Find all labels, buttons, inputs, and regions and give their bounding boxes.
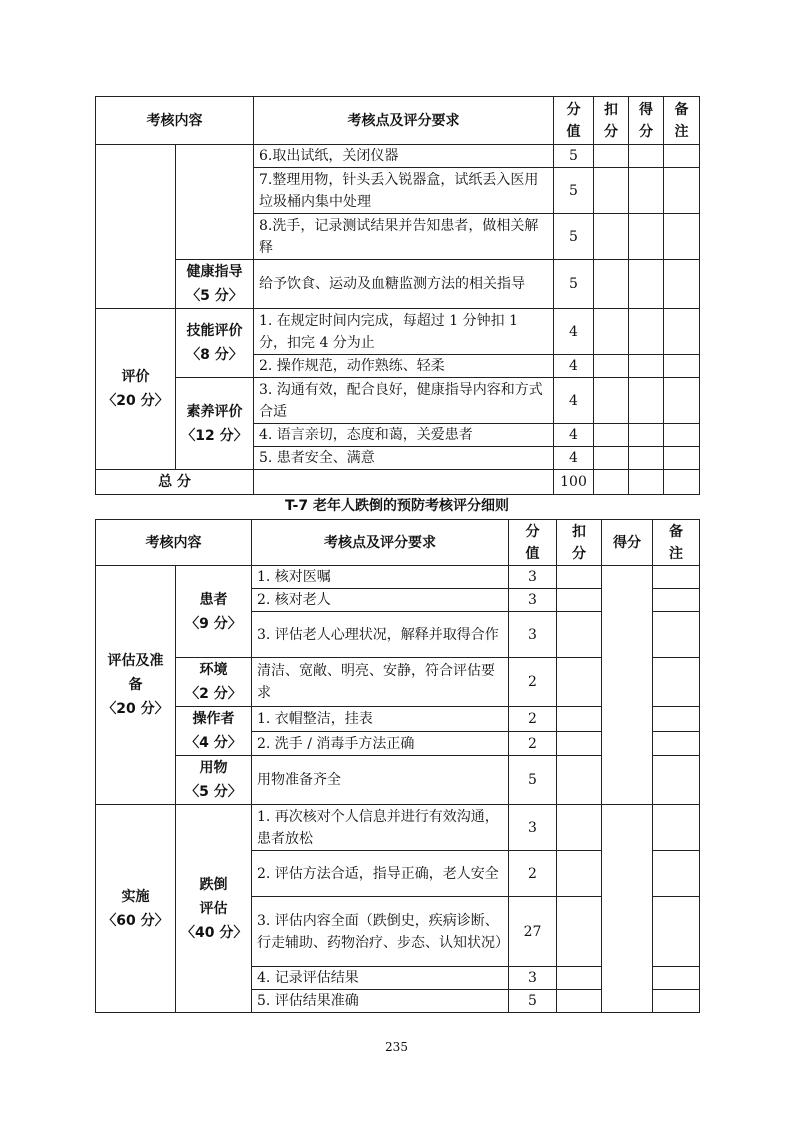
note-cell[interactable] <box>664 355 700 378</box>
note-cell[interactable] <box>653 566 700 589</box>
deduct-cell[interactable] <box>557 805 602 851</box>
header-content: 考核内容 <box>96 97 254 145</box>
criteria-text: 5. 评估结果准确 <box>252 990 509 1013</box>
criteria-text: 清洁、宽敞、明亮、安静，符合评估要求 <box>252 658 509 707</box>
deduct-cell[interactable] <box>557 897 602 967</box>
deduct-cell[interactable] <box>594 424 629 447</box>
score-value: 4 <box>554 424 594 447</box>
note-cell[interactable] <box>664 260 700 309</box>
header-deduct: 扣 分 <box>594 97 629 145</box>
total-label: 总 分 <box>96 470 254 495</box>
criteria-text: 8.洗手，记录测试结果并告知患者，做相关解释 <box>254 214 554 260</box>
header-points: 考核点及评分要求 <box>252 520 509 566</box>
deduct-cell[interactable] <box>557 658 602 707</box>
scoring-table-continued <box>95 96 700 495</box>
deduct-cell[interactable] <box>594 309 629 355</box>
header-got: 得分 <box>602 520 653 566</box>
got-cell[interactable] <box>629 470 664 495</box>
score-value: 4 <box>554 447 594 470</box>
health-guidance-label: 健康指导 〈5 分〉 <box>176 260 254 309</box>
note-cell[interactable] <box>653 851 700 897</box>
score-value: 5 <box>554 214 594 260</box>
score-value: 2 <box>509 658 557 707</box>
got-cell[interactable] <box>629 168 664 214</box>
note-cell[interactable] <box>653 990 700 1013</box>
note-cell[interactable] <box>664 424 700 447</box>
header-points: 考核点及评分要求 <box>254 97 554 145</box>
criteria-text: 1. 在规定时间内完成，每超过 1 分钟扣 1 分，扣完 4 分为止 <box>254 309 554 355</box>
note-cell[interactable] <box>653 732 700 756</box>
header-score: 分 值 <box>554 97 594 145</box>
deduct-cell[interactable] <box>557 851 602 897</box>
criteria-text: 2. 洗手 / 消毒手方法正确 <box>252 732 509 756</box>
deduct-cell[interactable] <box>557 612 602 658</box>
got-cell[interactable] <box>602 805 653 1013</box>
score-value: 3 <box>509 612 557 658</box>
fall-prevention-scoring-table <box>95 519 700 1013</box>
table-header-row <box>96 520 700 566</box>
deduct-cell[interactable] <box>594 145 629 168</box>
table-row <box>96 145 700 168</box>
table-row <box>96 378 700 424</box>
criteria-text: 2. 评估方法合适，指导正确，老人安全 <box>252 851 509 897</box>
note-cell[interactable] <box>653 589 700 612</box>
total-row <box>96 470 700 495</box>
deduct-cell[interactable] <box>557 732 602 756</box>
score-value: 5 <box>554 168 594 214</box>
criteria-text: 7.整理用物，针头丢入锐器盒，试纸丢入医用垃圾桶内集中处理 <box>254 168 554 214</box>
deduct-cell[interactable] <box>557 589 602 612</box>
deduct-cell[interactable] <box>594 378 629 424</box>
note-cell[interactable] <box>664 214 700 260</box>
category-cell-empty <box>96 145 176 309</box>
criteria-text: 1. 衣帽整洁，挂表 <box>252 707 509 732</box>
criteria-text: 3. 评估老人心理状况，解释并取得合作 <box>252 612 509 658</box>
assessment-prep-label: 评估及准 备 〈20 分〉 <box>96 566 176 805</box>
got-cell[interactable] <box>629 424 664 447</box>
table-row <box>96 260 700 309</box>
note-cell[interactable] <box>664 378 700 424</box>
got-cell[interactable] <box>629 355 664 378</box>
got-cell[interactable] <box>629 309 664 355</box>
header-score: 分 值 <box>509 520 557 566</box>
criteria-text: 6.取出试纸，关闭仪器 <box>254 145 554 168</box>
deduct-cell[interactable] <box>557 707 602 732</box>
skill-evaluation-label: 技能评价 〈8 分〉 <box>176 309 254 378</box>
criteria-text: 1. 核对医嘱 <box>252 566 509 589</box>
header-note: 备 注 <box>664 97 700 145</box>
score-value: 4 <box>554 355 594 378</box>
supplies-label: 用物 〈5 分〉 <box>176 756 252 805</box>
total-score-value: 100 <box>554 470 594 495</box>
note-cell[interactable] <box>664 447 700 470</box>
score-value: 3 <box>509 967 557 990</box>
score-value: 5 <box>554 260 594 309</box>
note-cell[interactable] <box>653 897 700 967</box>
score-value: 2 <box>509 851 557 897</box>
deduct-cell[interactable] <box>557 566 602 589</box>
note-cell[interactable] <box>653 707 700 732</box>
got-cell[interactable] <box>602 566 653 805</box>
criteria-text: 用物准备齐全 <box>252 756 509 805</box>
criteria-text: 2. 核对老人 <box>252 589 509 612</box>
note-cell[interactable] <box>653 805 700 851</box>
score-value: 4 <box>554 309 594 355</box>
subcategory-cell-empty <box>176 145 254 260</box>
score-value: 27 <box>509 897 557 967</box>
score-value: 3 <box>509 566 557 589</box>
deduct-cell[interactable] <box>594 470 629 495</box>
score-value: 5 <box>554 145 594 168</box>
deduct-cell[interactable] <box>594 447 629 470</box>
table-title: T-7 老年人跌倒的预防考核评分细则 <box>285 498 509 514</box>
deduct-cell[interactable] <box>557 756 602 805</box>
evaluation-label: 评价 〈20 分〉 <box>96 309 176 470</box>
header-got: 得 分 <box>629 97 664 145</box>
deduct-cell[interactable] <box>557 990 602 1013</box>
note-cell[interactable] <box>653 756 700 805</box>
criteria-text: 4. 记录评估结果 <box>252 967 509 990</box>
table-row <box>96 309 700 355</box>
table-row <box>96 566 700 589</box>
criteria-text: 2. 操作规范，动作熟练、轻柔 <box>254 355 554 378</box>
score-value: 3 <box>509 805 557 851</box>
operator-label: 操作者 〈4 分〉 <box>176 707 252 756</box>
header-content: 考核内容 <box>96 520 252 566</box>
note-cell[interactable] <box>664 168 700 214</box>
header-note: 备 注 <box>653 520 700 566</box>
got-cell[interactable] <box>629 378 664 424</box>
note-cell[interactable] <box>664 145 700 168</box>
got-cell[interactable] <box>629 447 664 470</box>
criteria-text: 1. 再次核对个人信息并进行有效沟通，患者放松 <box>252 805 509 851</box>
fall-assessment-label: 跌倒 评估 〈40 分〉 <box>176 805 252 1013</box>
deduct-cell[interactable] <box>594 168 629 214</box>
score-value: 2 <box>509 732 557 756</box>
note-cell[interactable] <box>653 658 700 707</box>
score-value: 5 <box>509 756 557 805</box>
patient-label: 患者 〈9 分〉 <box>176 566 252 658</box>
score-value: 5 <box>509 990 557 1013</box>
got-cell[interactable] <box>629 260 664 309</box>
deduct-cell[interactable] <box>594 355 629 378</box>
note-cell[interactable] <box>653 612 700 658</box>
criteria-text: 4. 语言亲切，态度和蔼，关爱患者 <box>254 424 554 447</box>
implementation-label: 实施 〈60 分〉 <box>96 805 176 1013</box>
score-value: 2 <box>509 707 557 732</box>
note-cell[interactable] <box>653 967 700 990</box>
criteria-text: 给予饮食、运动及血糖监测方法的相关指导 <box>254 260 554 309</box>
deduct-cell[interactable] <box>594 214 629 260</box>
page-number: 235 <box>385 1040 408 1054</box>
criteria-text: 3. 评估内容全面（跌倒史，疾病诊断、行走辅助、药物治疗、步态、认知状况） <box>252 897 509 967</box>
criteria-text: 5. 患者安全、满意 <box>254 447 554 470</box>
literacy-evaluation-label: 素养评价 〈12 分〉 <box>176 378 254 470</box>
note-cell[interactable] <box>664 470 700 495</box>
score-value: 3 <box>509 589 557 612</box>
table-row <box>96 805 700 851</box>
environment-label: 环境 〈2 分〉 <box>176 658 252 707</box>
total-criteria-empty <box>254 470 554 495</box>
header-deduct: 扣 分 <box>557 520 602 566</box>
table-header-row <box>96 97 700 145</box>
got-cell[interactable] <box>629 214 664 260</box>
note-cell[interactable] <box>664 309 700 355</box>
deduct-cell[interactable] <box>594 260 629 309</box>
got-cell[interactable] <box>629 145 664 168</box>
deduct-cell[interactable] <box>557 967 602 990</box>
score-value: 4 <box>554 378 594 424</box>
criteria-text: 3. 沟通有效，配合良好，健康指导内容和方式合适 <box>254 378 554 424</box>
